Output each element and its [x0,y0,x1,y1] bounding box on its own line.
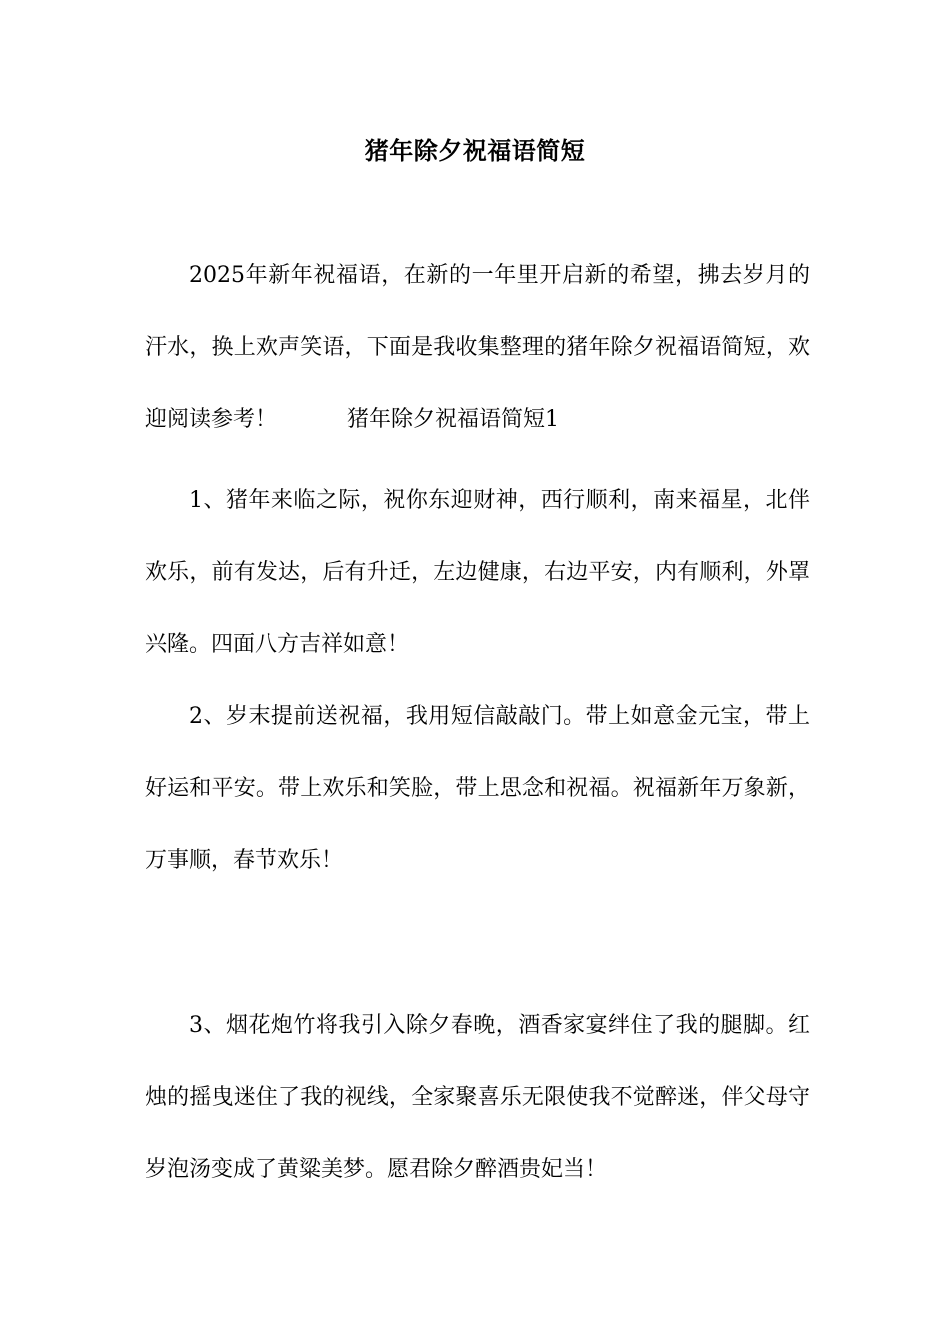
section-heading: 猪年除夕祝福语简短1 [347,407,560,432]
intro-paragraph [145,240,810,456]
intro-block [145,240,810,456]
intro-text: 2025年新年祝福语，在新的一年里开启新的希望，拂去岁月的汗水，换上欢声笑语，下面是我收集整理的猪年除夕祝福语简短，欢迎阅读参考！ [145,263,810,432]
wish-item-1: 1、猪年来临之际，祝你东迎财神，西行顺利，南来福星，北伴欢乐，前有发达，后有升迁，左边健康，右边平安，内有顺利，外罩兴隆。四面八方吉祥如意！ [145,488,810,657]
document-title: 猪年除夕祝福语简短 [364,136,586,165]
wish-item-3: 3、烟花炮竹将我引入除夕春晚，酒香家宴绊住了我的腿脚。红烛的摇曳迷住了我的视线，全家聚喜乐无限使我不觉醉迷，伴父母守岁泡汤变成了黄粱美梦。愿君除夕醉酒贵妃当！ [145,1013,810,1182]
wishes-list-first [145,465,810,897]
wishes-list-second [145,990,810,1206]
wish-item-2: 2、岁末提前送祝福，我用短信敲敲门。带上如意金元宝，带上好运和平安。带上欢乐和笑脸，带上思念和祝福。祝福新年万象新，万事顺，春节欢乐！ [145,704,810,873]
